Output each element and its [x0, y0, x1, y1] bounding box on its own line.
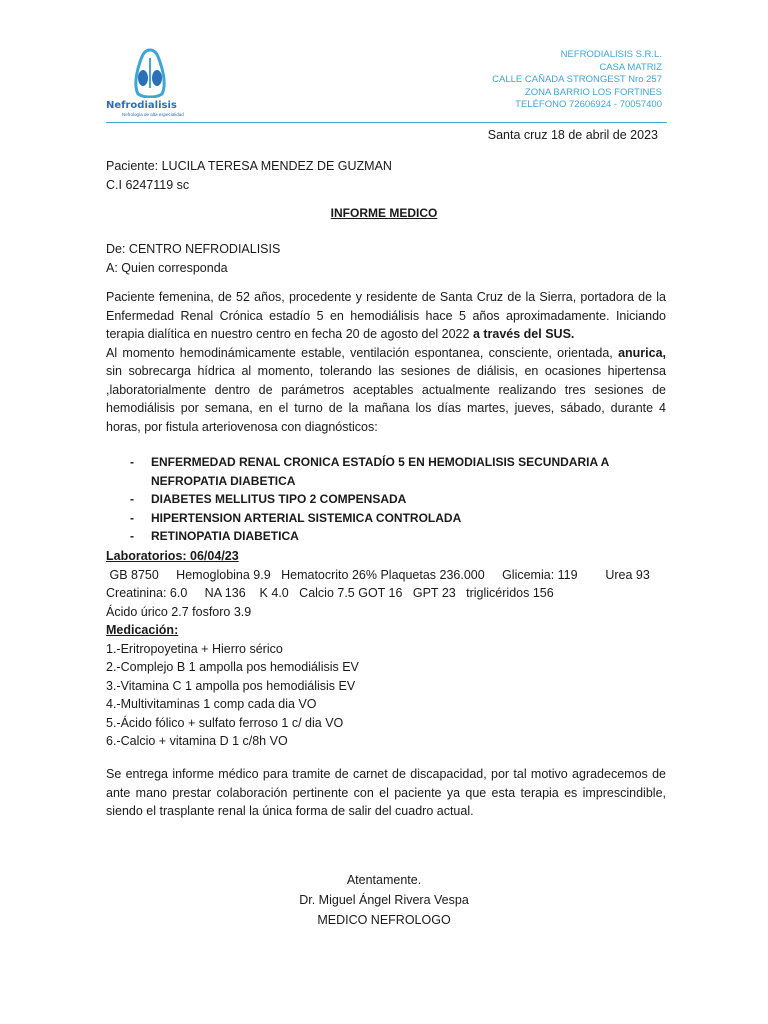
labs-line: Ácido úrico 2.7 fosforo 3.9	[106, 604, 252, 619]
nefrodialisis-logo	[106, 48, 196, 120]
from-line: De: CENTRO NEFRODIALISIS	[106, 242, 281, 256]
header-divider	[106, 122, 667, 123]
closing-paragraph: Se entrega informe médico para tramite de carnet de discapacidad, por tal motivo agradecemos de ante mano prestar colaboración pertinente con el paciente ya que esta terapia es imprescindible, siendo el trasplante renal la única forma de salir del cuadro actual.	[106, 767, 666, 818]
diagnosis-item: - RETINOPATIA DIABETICA	[130, 527, 670, 546]
company-info	[492, 49, 662, 112]
labs-line: GB 8750 Hemoglobina 9.9 Hematocrito 26% Plaquetas 236.000 Glicemia: 119 Urea 93	[106, 567, 650, 582]
company-line: NEFRODIALISIS S.R.L.	[560, 49, 662, 60]
patient-name: Paciente: LUCILA TERESA MENDEZ DE GUZMAN	[106, 159, 392, 173]
patient-id: C.I 6247119 sc	[106, 178, 190, 192]
diagnosis-item: - DIABETES MELLITUS TIPO 2 COMPENSADA	[130, 490, 670, 509]
medication-item: 3.-Vitamina C 1 ampolla pos hemodiálisis EV	[106, 678, 356, 693]
labs-title: Laboratorios: 06/04/23	[106, 549, 239, 563]
diagnosis-list	[130, 453, 670, 546]
report-date: Santa cruz 18 de abril de 2023	[487, 128, 658, 142]
medication-title: Medicación:	[106, 623, 179, 637]
diagnosis-item: - HIPERTENSION ARTERIAL SISTEMICA CONTROLADA	[130, 509, 670, 528]
medication-item: 6.-Calcio + vitamina D 1 c/8h VO	[106, 734, 288, 748]
labs-section	[106, 547, 666, 751]
kidney-logo-icon	[130, 48, 170, 98]
doctor-name: Dr. Miguel Ángel Rivera Vespa	[299, 893, 469, 907]
signature-block	[0, 870, 768, 930]
company-line: CASA MATRIZ	[599, 61, 662, 73]
paragraph-text: Al momento hemodinámicamente estable, ventilación espontanea, consciente, orientada,	[106, 345, 613, 360]
diagnosis-item: - ENFERMEDAD RENAL CRONICA ESTADÍO 5 EN HEMODIALISIS SECUNDARIA A NEFROPATIA DIABETICA	[130, 453, 670, 490]
medication-item: 2.-Complejo B 1 ampolla pos hemodiálisis EV	[106, 660, 359, 674]
company-line: TELÉFONO 72606924 - 70057400	[515, 99, 662, 111]
paragraph-text: sin sobrecarga hídrica al momento, tolerando las sesiones de diálisis, en ocasiones hipertensa ,laboratorialmente dentro de parámetros aceptables actualmente realizando tres sesiones de hemodiálisis por semana, en el turno de la mañana los días martes, jueves, sábado, durante 4 horas, por fistula arteriovenosa con diagnósticos:	[106, 364, 666, 434]
labs-line: Creatinina: 6.0 NA 136 K 4.0 Calcio 7.5 GOT 16 GPT 23 triglicéridos 156	[106, 586, 554, 600]
paragraph-text: Paciente femenina, de 52 años, procedente y residente de Santa Cruz de la Sierra, portadora de la Enfermedad Renal Crónica estadío 5 en hemodiálisis hace 5 años aproximadamente. Iniciando terapia dialítica en nuestro centro en fecha 20 de agosto del 2022	[106, 290, 666, 341]
report-title: INFORME MEDICO	[330, 206, 438, 220]
medication-item: 1.-Eritropoyetina + Hierro sérico	[106, 641, 283, 656]
logo-tagline: Nefrología de alta especialidad	[122, 112, 184, 117]
logo-name: Nefrodialisis	[106, 100, 177, 111]
paragraph-bold: a través del SUS.	[472, 327, 575, 341]
medication-item: 5.-Ácido fólico + sulfato ferroso 1 c/ dia VO	[106, 715, 344, 730]
medication-item: 4.-Multivitaminas 1 comp cada dia VO	[106, 697, 317, 711]
clinical-paragraph	[106, 288, 666, 436]
doctor-role: MEDICO NEFROLOGO	[317, 913, 451, 927]
to-line: A: Quien corresponda	[106, 261, 228, 275]
salutation: Atentamente.	[346, 873, 422, 887]
company-line: ZONA BARRIO LOS FORTINES	[524, 86, 662, 98]
paragraph-bold: anurica,	[618, 345, 666, 360]
company-line: CALLE CAÑADA STRONGEST Nro 257	[492, 74, 662, 86]
